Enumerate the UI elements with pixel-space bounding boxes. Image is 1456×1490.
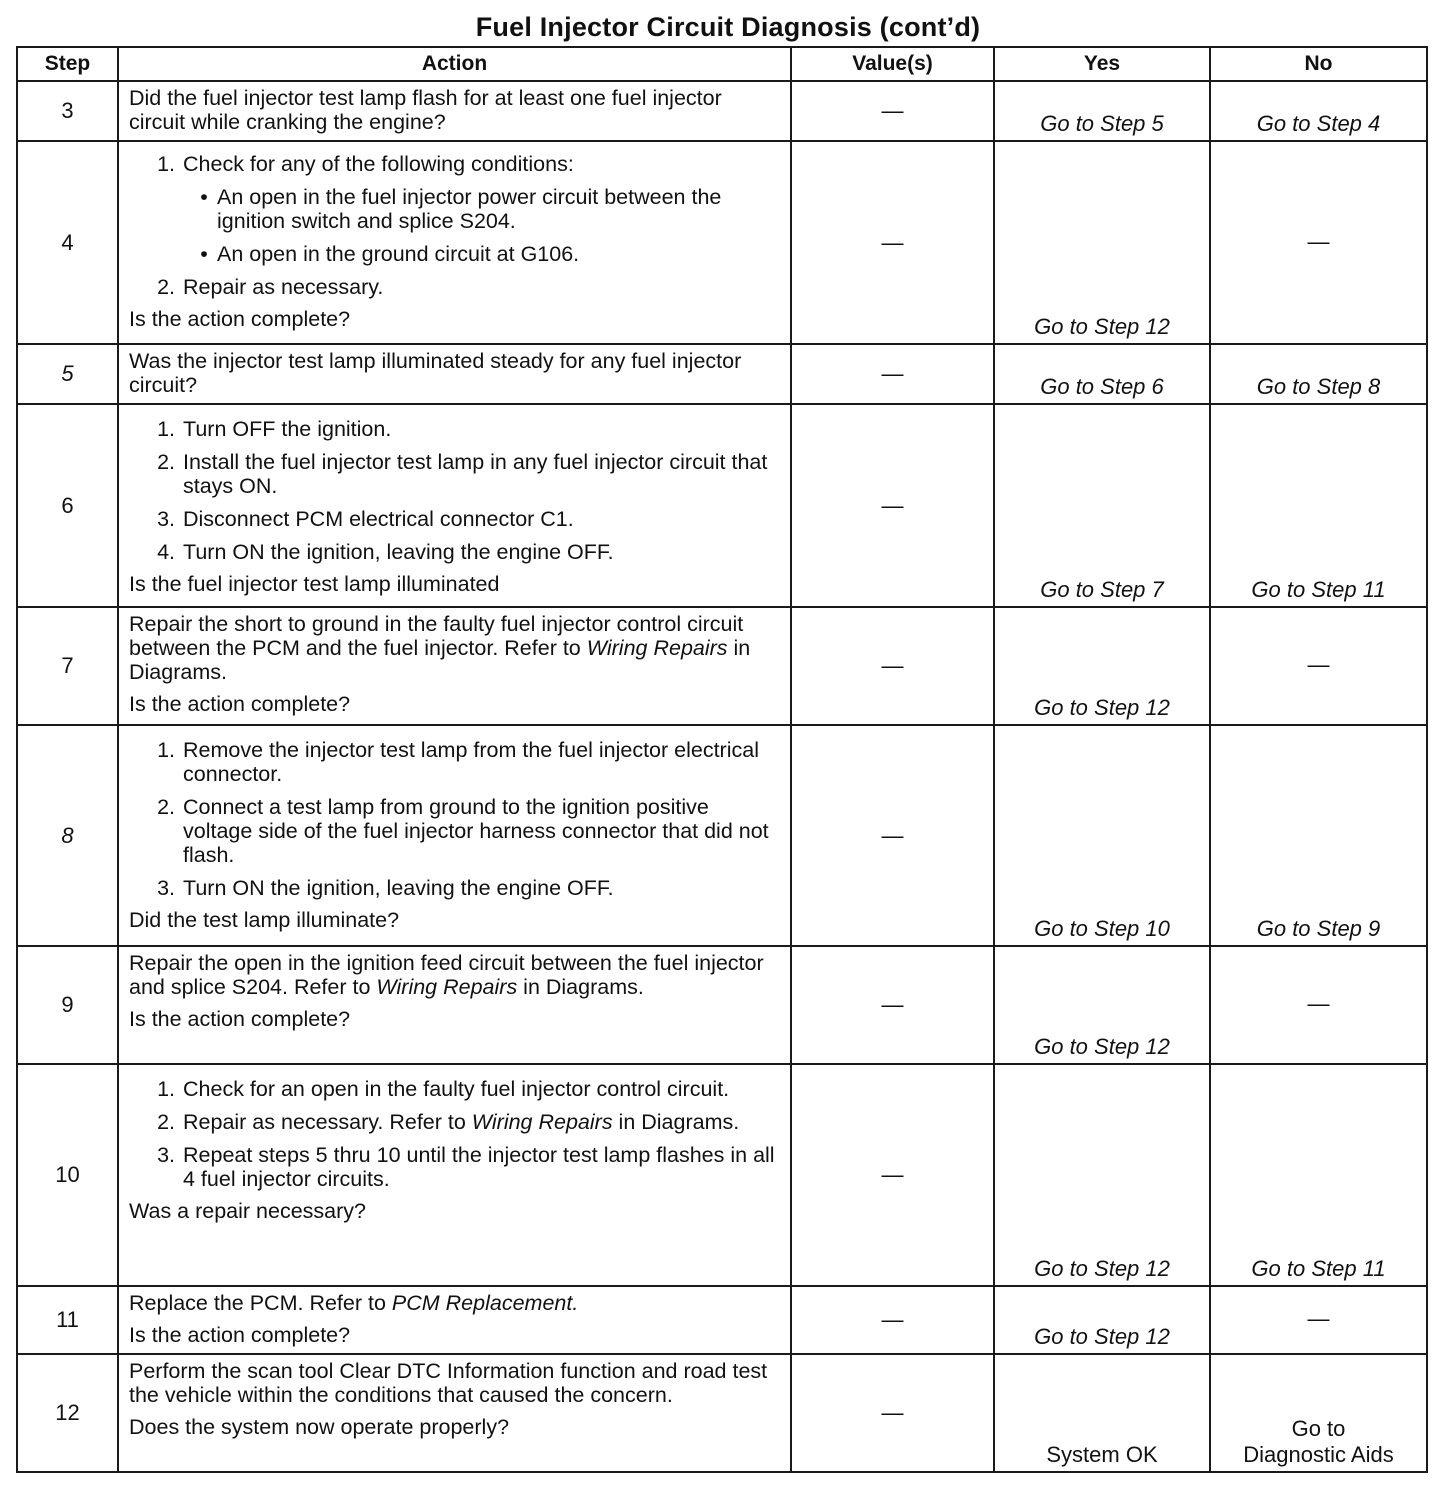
no-cell: Go to Step 8	[1210, 344, 1427, 404]
table-row	[17, 1286, 1427, 1354]
table-header-row	[17, 47, 1427, 81]
table-row	[17, 81, 1427, 141]
yes-cell: System OK	[994, 1354, 1210, 1472]
action-cell	[118, 141, 791, 344]
yes-cell: Go to Step 6	[994, 344, 1210, 404]
numbered-item: 3. Turn ON the ignition, leaving the engine OFF.	[157, 876, 614, 900]
numbered-item: 4. Turn ON the ignition, leaving the engine OFF.	[157, 540, 614, 564]
table-row	[17, 1354, 1427, 1472]
step-number: 7	[17, 607, 118, 725]
no-cell	[1210, 1354, 1427, 1472]
no-cell: Go to Step 9	[1210, 725, 1427, 946]
yes-cell: Go to Step 12	[994, 1064, 1210, 1286]
step-number: 11	[17, 1286, 118, 1354]
value-cell: —	[791, 1354, 994, 1472]
action-cell	[118, 1286, 791, 1354]
numbered-item: 3. Disconnect PCM electrical connector C1.	[157, 507, 574, 531]
value-cell: —	[791, 946, 994, 1064]
header-step: Step	[17, 47, 118, 81]
numbered-item: 2. Repair as necessary. Refer to Wiring Repairs in Diagrams.	[157, 1110, 740, 1134]
step-number: 5	[17, 344, 118, 404]
action-cell	[118, 1354, 791, 1472]
action-question: Did the test lamp illuminate?	[129, 908, 400, 932]
action-cell	[118, 404, 791, 607]
action-question: Does the system now operate properly?	[129, 1415, 510, 1439]
action-question: Is the action complete?	[129, 1323, 351, 1347]
no-cell: Go to Step 4	[1210, 81, 1427, 141]
wiring-repairs-reference: Wiring Repairs	[586, 636, 728, 660]
numbered-item: 1. Check for any of the following conditions:	[157, 152, 574, 176]
yes-cell: Go to Step 12	[994, 1286, 1210, 1354]
header-values: Value(s)	[791, 47, 994, 81]
numbered-item: 3. Repeat steps 5 thru 10 until the injector test lamp flashes in all 4 fuel injector circuits.	[157, 1143, 775, 1191]
no-cell: Go to Step 11	[1210, 1064, 1427, 1286]
step-number: 12	[17, 1354, 118, 1472]
value-cell: —	[791, 344, 994, 404]
value-cell: —	[791, 1286, 994, 1354]
action-text: Repair the open in the ignition feed circuit between the fuel injector and splice S204. Refer to Wiring Repairs in Diagrams.	[129, 951, 764, 999]
no-cell: —	[1210, 1286, 1427, 1354]
numbered-item: 1. Remove the injector test lamp from the fuel injector electrical connector.	[157, 738, 759, 786]
value-cell: —	[791, 81, 994, 141]
numbered-item: 2. Repair as necessary.	[157, 275, 384, 299]
step-number: 4	[17, 141, 118, 344]
yes-cell: Go to Step 12	[994, 141, 1210, 344]
action-text: Did the fuel injector test lamp flash for at least one fuel injector circuit while cranking the engine?	[129, 86, 722, 134]
action-cell	[118, 1064, 791, 1286]
value-cell: —	[791, 1064, 994, 1286]
action-question: Is the action complete?	[129, 307, 351, 331]
bullet-item: • An open in the ground circuit at G106.	[200, 242, 580, 266]
yes-cell: Go to Step 7	[994, 404, 1210, 607]
action-cell	[118, 725, 791, 946]
diagnosis-table	[16, 46, 1428, 1473]
table-row	[17, 1064, 1427, 1286]
no-cell: —	[1210, 607, 1427, 725]
step-number: 6	[17, 404, 118, 607]
action-text: Perform the scan tool Clear DTC Information function and road test the vehicle within the conditions that caused the concern.	[129, 1359, 768, 1407]
action-question: Is the fuel injector test lamp illuminated	[129, 572, 500, 596]
wiring-repairs-reference: Wiring Repairs	[376, 975, 518, 999]
header-no: No	[1210, 47, 1427, 81]
table-row	[17, 725, 1427, 946]
no-cell: —	[1210, 141, 1427, 344]
step-number: 10	[17, 1064, 118, 1286]
action-cell	[118, 946, 791, 1064]
table-row	[17, 607, 1427, 725]
action-cell	[118, 607, 791, 725]
numbered-item: 2. Install the fuel injector test lamp in any fuel injector circuit that stays ON.	[157, 450, 768, 498]
no-line-1: Go to	[1291, 1416, 1346, 1441]
pcm-replacement-reference: PCM Replacement.	[391, 1291, 579, 1315]
yes-cell: Go to Step 5	[994, 81, 1210, 141]
value-cell: —	[791, 141, 994, 344]
value-cell: —	[791, 607, 994, 725]
numbered-item: 2. Connect a test lamp from ground to the ignition positive voltage side of the fuel injector harness connector that did not flash.	[157, 795, 769, 867]
table-row	[17, 946, 1427, 1064]
no-cell: —	[1210, 946, 1427, 1064]
step-number: 9	[17, 946, 118, 1064]
yes-cell: Go to Step 12	[994, 607, 1210, 725]
numbered-item: 1. Check for an open in the faulty fuel injector control circuit.	[157, 1077, 730, 1101]
table-row	[17, 344, 1427, 404]
step-number: 8	[17, 725, 118, 946]
step-number: 3	[17, 81, 118, 141]
page-title: Fuel Injector Circuit Diagnosis (cont’d)	[475, 12, 981, 42]
yes-cell: Go to Step 12	[994, 946, 1210, 1064]
action-question: Was a repair necessary?	[129, 1199, 366, 1223]
value-cell: —	[791, 725, 994, 946]
header-yes: Yes	[994, 47, 1210, 81]
action-cell	[118, 81, 791, 141]
value-cell: —	[791, 404, 994, 607]
numbered-item: 1. Turn OFF the ignition.	[157, 417, 392, 441]
action-text: Repair the short to ground in the faulty fuel injector control circuit between the PCM and the fuel injector. Refer to Wiring Repairs in Diagrams.	[129, 612, 751, 684]
wiring-repairs-reference: Wiring Repairs	[471, 1110, 613, 1134]
table-row	[17, 404, 1427, 607]
table-row	[17, 141, 1427, 344]
action-text: Was the injector test lamp illuminated steady for any fuel injector circuit?	[129, 349, 742, 397]
yes-cell: Go to Step 10	[994, 725, 1210, 946]
action-cell	[118, 344, 791, 404]
no-cell: Go to Step 11	[1210, 404, 1427, 607]
action-question: Is the action complete?	[129, 692, 351, 716]
bullet-item: • An open in the fuel injector power circuit between the ignition switch and splice S204.	[200, 185, 722, 233]
action-question: Is the action complete?	[129, 1007, 351, 1031]
no-line-2: Diagnostic Aids	[1243, 1442, 1394, 1467]
action-text: Replace the PCM. Refer to PCM Replacement.	[129, 1291, 579, 1315]
header-action: Action	[118, 47, 791, 81]
